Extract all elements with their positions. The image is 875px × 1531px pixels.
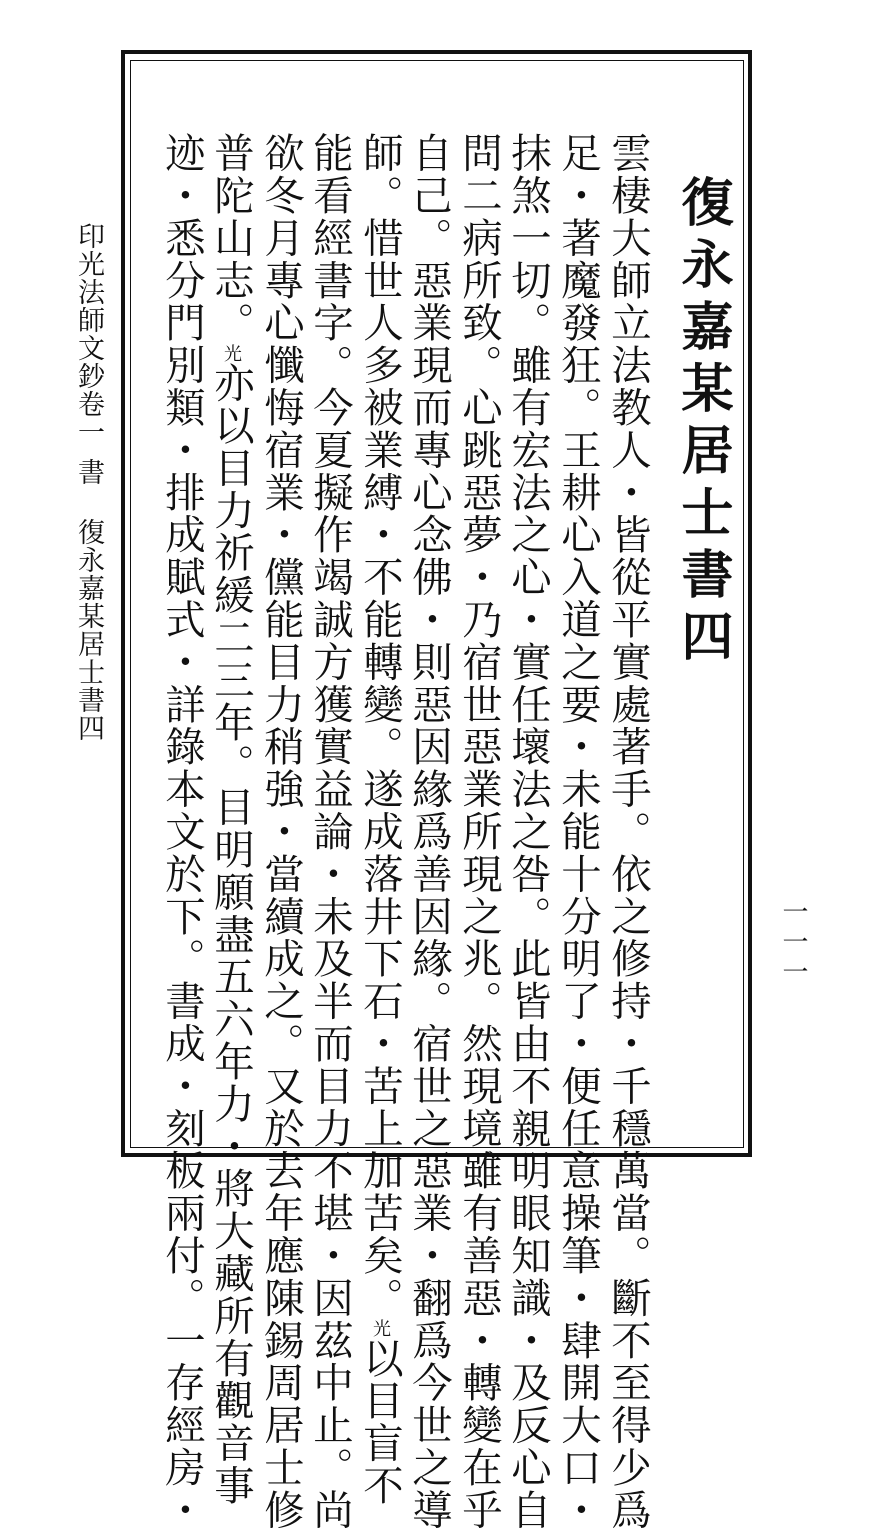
body-column-6-text: 師。惜世人多被業縛・不能轉變。遂成落井下石・苦上加苦矣。 <box>356 132 404 1320</box>
body-column-1: 雲棲大師立法教人・皆從平實處著手。依之修持・千穩萬當。斷不至得少爲 <box>604 132 652 1531</box>
body-column-9-note: 光 <box>221 344 242 362</box>
body-column-10: 迹・悉分門別類・排成賦式・詳錄本文於下。書成・刻板兩付。一存經房・ <box>158 132 206 1531</box>
margin-book-title: 印光法師文鈔卷一 <box>73 222 104 446</box>
body-column-8: 欲冬月專心懺悔宿業・儻能目力稍強・當續成之。又於去年應陳錫周居士修 <box>257 132 305 1531</box>
body-column-4: 問二病所致。心跳惡夢・乃宿世惡業所現之兆。然現境雖有善惡・轉變在乎 <box>455 132 503 1531</box>
body-column-3: 抹煞一切。雖有宏法之心・實任壞法之咎。此皆由不親明眼知識・及反心自 <box>504 132 552 1531</box>
body-column-9-text: 普陀山志。 <box>207 132 255 344</box>
body-column-6-tail: 以目盲不 <box>356 1337 404 1507</box>
letter-title: 復永嘉某居士書四 <box>672 175 733 671</box>
page-number: 一一一 <box>778 898 808 988</box>
margin-chapter: 復永嘉某居士書四 <box>73 518 104 742</box>
body-column-6 <box>352 132 404 1507</box>
body-column-6-note: 光 <box>370 1319 391 1338</box>
margin-section: 書 <box>73 458 104 486</box>
body-column-2: 足・著魔發狂。王耕心入道之要・未能十分明了・便任意操筆・肆開大口・ <box>554 132 602 1531</box>
body-column-5: 自己。惡業現而專心念佛・則惡因緣爲善因緣。宿世之惡業・翻爲今世之導 <box>405 132 453 1531</box>
body-column-9 <box>203 132 255 1507</box>
body-column-7: 能看經書字。今夏擬作竭誠方獲實益論・未及半而目力不堪・因茲中止。尚 <box>306 132 354 1531</box>
body-column-9-tail: 亦以目力祈緩二三年。目明願盡五六年力・將大藏所有觀音事 <box>207 362 255 1507</box>
